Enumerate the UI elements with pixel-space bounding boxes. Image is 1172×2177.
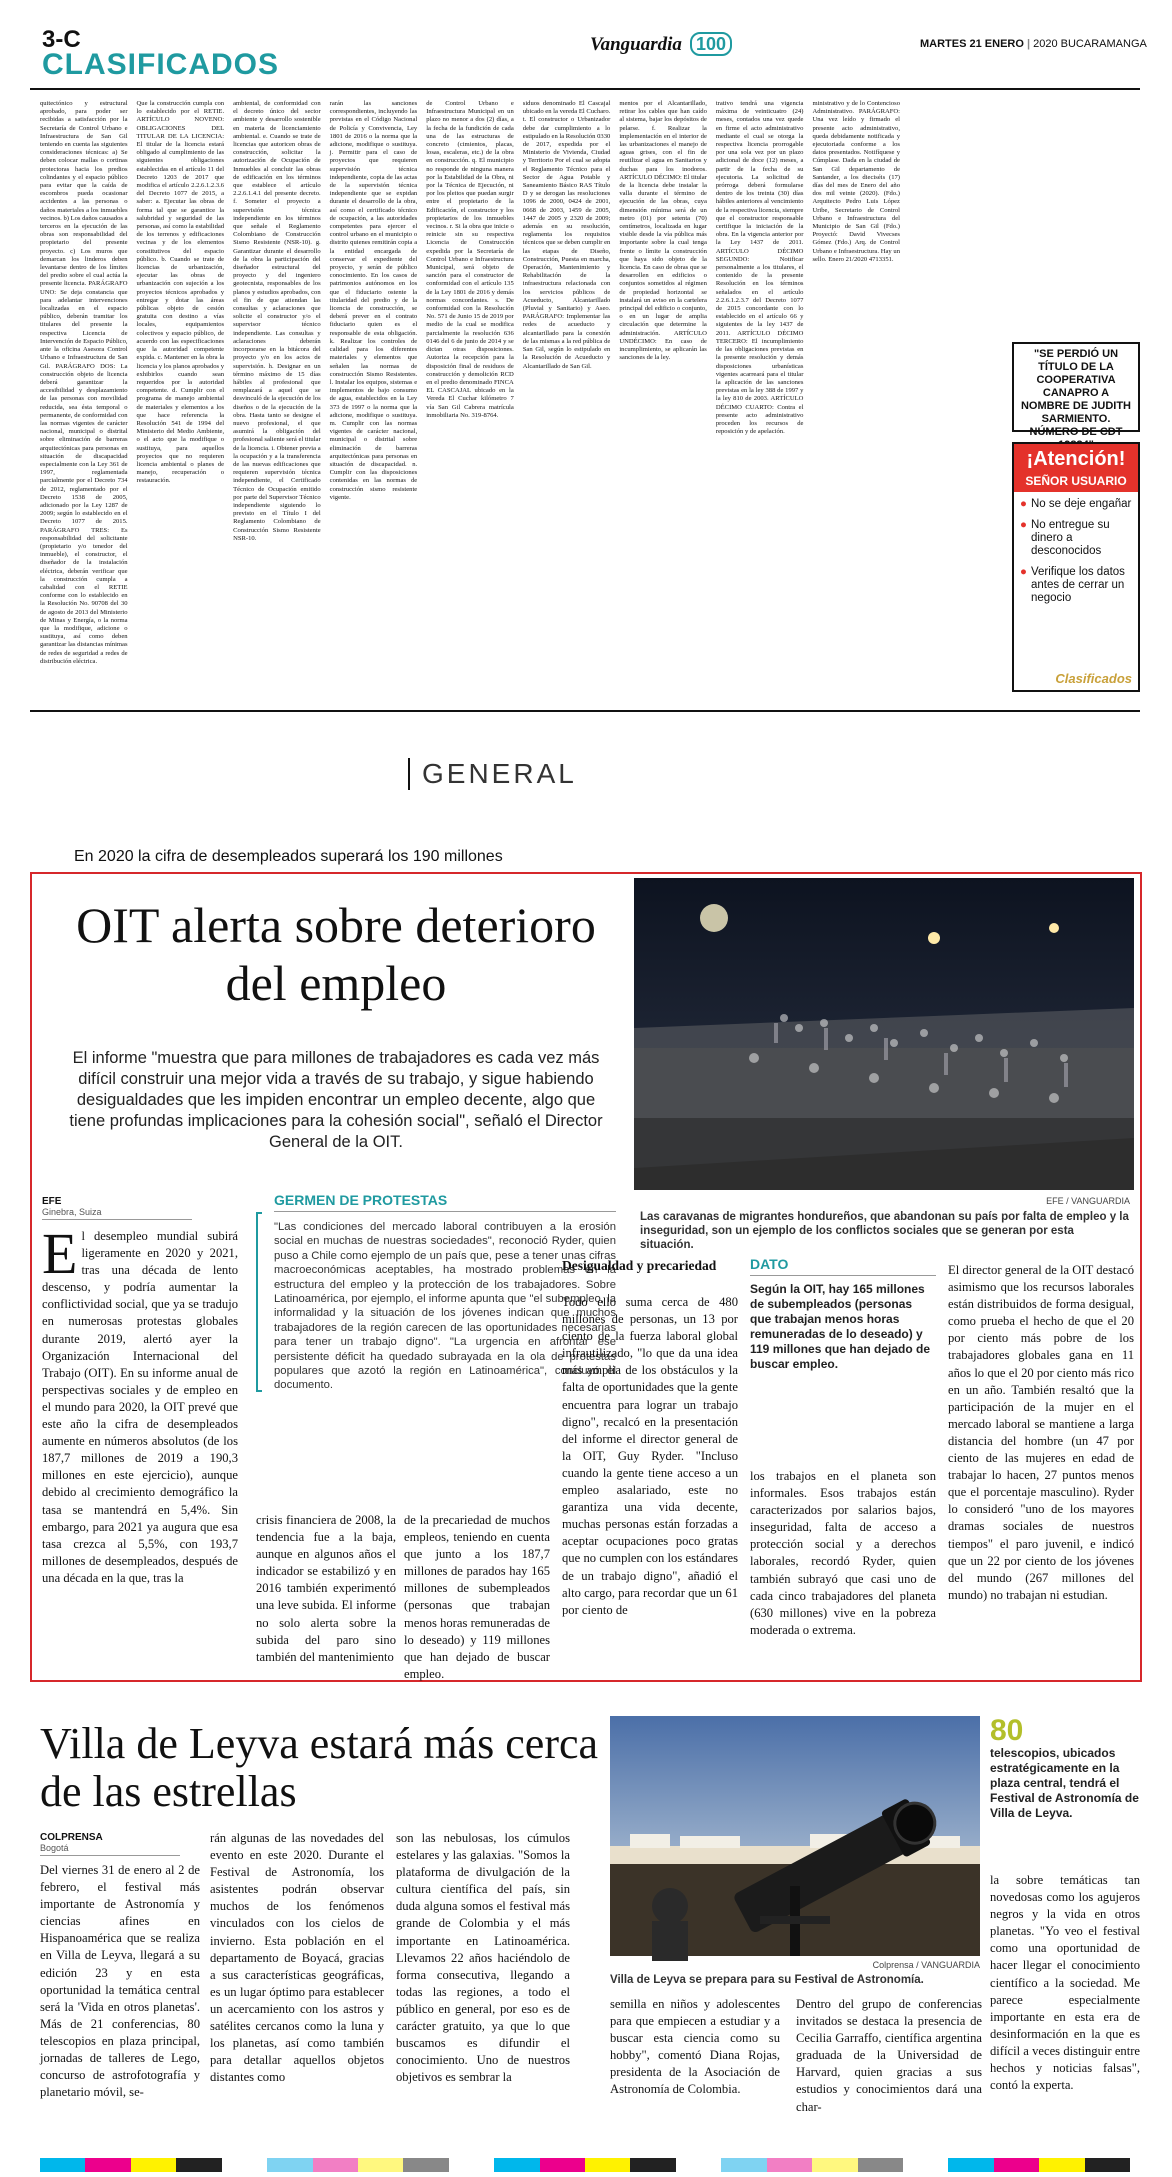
tip-bullet-icon: ● (1020, 566, 1027, 578)
second-body-col3: son las nebulosas, los cúmulos estelares y las galaxias. "Somos la plataforma de divulgación de la cultura científica del país, sin duda alguna somos el festival más grande de Colombia y el más importante en Latinoamérica. Llevamos 22 años haciéndolo de forma consecutiva, llegando a todas las regiones, a todo el público en general, por eso es de carácter gratuito, ya que lo que buscamos es difundir el conocimiento. Uno de nuestros objetivos es sembrar la (396, 1831, 570, 2085)
sidebar-title: GERMEN DE PROTESTAS (274, 1192, 616, 1212)
tip-bullet-icon: ● (1020, 498, 1027, 510)
drop-cap: E (42, 1221, 78, 1286)
byline-place: Ginebra, Suiza (42, 1207, 102, 1217)
byline-agency: COLPRENSA (40, 1832, 103, 1843)
date-text: MARTES 21 ENERO (920, 38, 1024, 50)
stat-box (990, 1716, 1140, 1866)
dato-box (750, 1256, 936, 1404)
main-body-col5: los trabajos en el planeta son informales. Esos trabajos están caracterizados por salarios bajos, inseguridad, falta de acceso a protección social y a derechos laborales, recordó Ryder, quien también subrayó que casi uno de cada cinco trabajadores del planeta (630 millones) vive en la pobreza moderada o extrema. (750, 1469, 936, 1637)
tip-bullet-icon: ● (1020, 519, 1027, 531)
tip-item (1014, 492, 1138, 513)
clasificados-brand: Clasificados (1055, 671, 1132, 686)
main-body-col6: El director general de la OIT destacó asimismo que los recursos laborales están distribuidos de forma desigual, como prueba el hecho de que el 20 por ciento más pobre de los trabajadores globales gana en 11 años lo que el 20 por ciento más rico en un año. También resaltó que la participación de la mujer en el mercado laboral se mantiene a larga distancia del hombre (un 47 por ciento de las mujeres en edad de trabajar lo hacen, 27 puntos menos que el porcentaje masculino). Ryder lo consideró "uno de los mayores dramas sociales de nuestros tiempos" el paro juvenil, e indicó que un 22 por ciento de los jóvenes del mundo (267 millones del mundo) no trabajan ni estudian. (948, 1263, 1134, 1602)
second-body-col4: semilla en niños y adolescentes para que empiecen a estudiar y a buscar esta ciencia como su hobby", comentó Diana Rojas, presidenta de la Asociación de Astronomía de Colombia. (610, 1997, 780, 2097)
page-header (30, 26, 1147, 92)
classified-col: quitectónico y estructural aprobado, para poder ser recibidas a satisfacción por la Secretaría de Control Urbano e Infraestructura de San Gil teniendo en cuenta las siguientes consideraciones técnicas: a) Se deben colocar mallas o cortinas protectoras hacia los predios colindantes y el espacio público para evitar que la caída de escombros pueda ocasionar accidentes a las personas o daños materiales a los inmuebles vecinos. b) Los daños causados a terceros en la ejecución de las obras son responsabilidad del propietario del presente proyecto. c) Los muros que demarcan los linderos deben levantarse dentro de los límites del predio sobre el cual actúa la presente licencia. PARÁGRAFO UNO: Se deja constancia que para adelantar intervenciones localizadas en el espacio público, deberán tramitar los titulares del presente la respectiva Licencia de Intervención de Espacio Público, ante la oficina Asesora Control Urbano e Infraestructura de San Gil. PARÁGRAFO DOS: La construcción objeto de licencia deberá garantizar la accesibilidad y desplazamiento de las personas con movilidad reducida, sea ésta temporal o permanente, de conformidad con las normas vigentes de carácter nacional, municipal o distrital sobre eliminación de barreras arquitectónicas para personas en situación de discapacidad especialmente con la Ley 361 de 1997, reglamentada parcialmente por el Decreto 734 de 2012, reglamentado por el Decreto 1538 de 2005, adicionado por la Ley 1287 de 2009; según lo establecido en el Decreto 1077 de 2015. PARÁGRAFO TRES: Es responsabilidad del solicitante (propietario y/o tenedor del inmueble), el constructor, el diseñador de la instalación eléctrica, deberán verificar que la construcción cumpla a cabalidad con el RETIE conforme con lo establecido en la Resolución No. 90708 del 30 de agosto de 2013 del Ministerio de Minas y Energía, o la norma que la modifique, adicione o sustituya, así como deben garantizar las distancias mínimas de redes de seguridad a redes de distribución eléctrica. (40, 100, 128, 665)
main-body-col1 (42, 1221, 238, 1668)
second-body-col5: Dentro del grupo de conferencias invitados se destaca la presencia de Cecilia Garraffo, científica argentina graduada de la Universidad de Harvard, quien gracias a sus estudios y conocimientos dará una char- (796, 1997, 982, 2114)
sidebar-quote: "Las condiciones del mercado laboral contribuyen a la erosión social en muchas de nuestras sociedades", reconoció Ryder, quien puso a Chile como ejemplo de un país que, pese a tener unas cifras macroeconómicas aceptables, ha mostrado problemas en la estructura del empleo y la protección de los trabajadores. Sobre Latinoamérica, por ejemplo, el informe apunta que "el subempleo, la informalidad y la situación de los jóvenes indican que muchos trabajadores de la región carecen de las oportunidades necesarias para tener un trabajo digno". "La urgencia en afrontar ese persistente déficit ha quedado subrayada en la ola de protestas populares que azotó la región en Latinoamérica", concluyó el documento. (274, 1221, 616, 1392)
header-rule (30, 88, 1140, 90)
main-byline (42, 1196, 192, 1220)
second-headline: Villa de Leyva estará más cerca de las estrellas (40, 1719, 599, 1816)
telescope-photo-illustration (610, 1716, 980, 1956)
tip-item (1014, 513, 1138, 560)
stat-text: telescopios, ubicados estratégicamente en la plaza central, tendrá el Festival de Astronomía de Villa de Leyva. (990, 1746, 1139, 1820)
crowd-photo-illustration (634, 878, 1134, 1190)
telescope-photo (610, 1716, 980, 1956)
header-date: MARTES 21 ENERO | 2020 BUCARAMANGA (920, 38, 1147, 50)
classified-col: siduos denominado El Cascajal ubicado en la vereda El Cucharo. t. El constructor o Urbanizador debe dar cumplimiento a lo estipulado en la Resolución 0330 de 2017, expedida por el Ministerio de Vivienda, Ciudad y Territorio Por el cual se adopta el Reglamento Técnico para el Sector de Agua Potable y Saneamiento Básico RAS Título D y se derogan las resoluciones 1096 de 2000, 0424 de 2001, 0668 de 2003, 1459 de 2005, 1447 de 2005 y 2320 de 2009; además en su resolución, reglamenta los requisitos técnicos que se deben cumplir en las etapas de Diseño, Construcción, Puesta en marcha, Operación, Mantenimiento y Rehabilitación de la infraestructura relacionada con los servicios públicos de Acueducto, Alcantarillado (Pluvial y Sanitario) y Aseo. PARÁGRAFO: Implementar las redes de acueducto y alcantarillado para la conexión de las mismas a la red pública de San Gil, según lo estipulado en la Resolución de Acueducto y Alcantarillado de San Gil. (522, 100, 611, 370)
newspaper-logo: Vanguardia (590, 34, 682, 55)
dato-title: DATO (750, 1256, 936, 1276)
registration-bar (40, 2158, 1130, 2172)
lost-title-ad (1012, 342, 1140, 438)
dato-text: Según la OIT, hay 165 millones de subempleados (personas que trabajan menos horas remuneradas de lo deseado) y 119 millones que han dejado de buscar empleo. (750, 1282, 931, 1371)
main-kicker: En 2020 la cifra de desempleados superará los 190 millones (74, 848, 503, 865)
section-rule (30, 710, 1140, 712)
stat-number: 80 (990, 1714, 1024, 1747)
section-code: 3-C (42, 26, 81, 53)
edition-text: 2020 BUCARAMANGA (1033, 38, 1147, 50)
section-name: CLASIFICADOS (42, 48, 279, 81)
telescope-photo-caption: Villa de Leyva se prepara para su Festival de Astronomía. (610, 1974, 924, 1986)
classified-col: de Control Urbano e Infraestructura Municipal en un plazo no menor a dos (2) días, a la fecha de la fundición de cada una de las estructuras de concreto (cimientos, placas, losas, escaleras, etc.) de la obra en construcción. q. El municipio no responde de ninguna manera por la Estabilidad de la Obra, ni por la Técnica de Ejecución, ni por los pleitos que puedan surgir entre el propietario de la Edificación, el constructor y los propietarios de los inmuebles vecinos. r. Si la obra que inicie o reinicie sin su respectiva Licencia de Construcción expedida por la Secretaría de Control Urbano e Infraestructura Municipal, será objeto de sanción para el constructor de conformidad con el artículo 135 de la Ley 1801 de 2016 y demás normas concordantes. s. De conformidad con la Resolución No. 571 de Junio 15 de 2019 por medio de la cual se modifica parcialmente la resolución 636 0146 del 6 de junio de 2014 y se dictan otras disposiciones. Autoriza la recepción para la disposición final de residuos de construcción y demolición RCD en el predio denominado FINCA EL CASCAJAL ubicado en la Vereda El Cuchar kilómetro 7 vía San Gil Cabrera matrícula inmobiliaria No. 319-8764. (426, 100, 514, 419)
lost-title-text: "SE PERDIÓ UN TÍTULO DE LA COOPERATIVA CANAPRO A NOMBRE DE JUDITH SARMIENTO. NÚMERO DE CDT (1020, 348, 1131, 438)
main-body-col4: Todo ello suma cerca de 480 millones de personas, un 13 por ciento de la fuerza laboral global infrautilizado, "lo que da una idea más amplia de los obstáculos y la falta de oportunidades que la gente encuentra para lograr un trabajo digno", recalcó en la presentación del informe el director general de la OIT, Guy Ryder. "Incluso cuando la gente tiene acceso a un empleo asalariado, este no garantiza una vida decente, muchas personas están forzadas a aceptar ocupaciones poco gratas que no cumplen con los estándares de un trabajo digno", añadió el alto cargo, para recordar que un 61 por ciento de (562, 1295, 738, 1617)
migrants-photo-caption: Las caravanas de migrantes hondureños, que abandonan su país por falta de empleo y la inseguridad, son un ejemplo de los conflictos sociales que se generan por esta situación. (640, 1211, 1129, 1251)
tip-text: No entregue su dinero a desconocidos (1030, 519, 1110, 557)
classifieds-grid (40, 100, 900, 700)
attention-ad (1012, 442, 1140, 692)
tip-item (1014, 560, 1138, 607)
migrants-photo-credit: EFE / VANGUARDIA (1046, 1196, 1130, 1206)
second-byline (40, 1832, 180, 1856)
classified-col: Que la construcción cumpla con lo establecido por el RETIE. ARTÍCULO NOVENO: OBLIGACIONES DEL TITULAR DE LA LICENCIA: El titular de la licencia estará obligado al cumplimiento de las siguientes obligaciones establecidas en el artículo 11 del Decreto 1203 de 2017 que modifica el artículo 2.2.6.1.2.3.6 del Decreto 1077 de 2015, a saber: a. Ejecutar las obras de forma tal que se garantice la salubridad y seguridad de las personas, así como la estabilidad de los terrenos y edificaciones vecinas y de los elementos constitutivos del espacio público. b. Cuando se trate de licencias de urbanización, ejecutar las obras de urbanización con sujeción a los proyectos técnicos aprobados y entregar y dotar las áreas públicas objeto de cesión gratuita con destino a vías locales, equipamientos colectivos y espacio público, de acuerdo con las especificaciones que la autoridad competente expida. c. Mantener en la obra la licencia y los planos aprobados y exhibirlos cuando sean requeridos por la autoridad competente. d. Cumplir con el programa de manejo ambiental de materiales y elementos a los que hace referencia la Resolución 541 de 1994 del Ministerio del Medio Ambiente, o el acto que la modifique o sustituya, para aquellos proyectos que no requieren licencia ambiental o planes de manejo, recuperación o restauración. (136, 100, 225, 485)
second-body-col2: rán algunas de las novedades del evento en este 2020. Durante el Festival de Astronomía, los asistentes podrán observar muchos de los fenómenos vinculados con los cielos de invierno. Esta población en el departamento de Boyacá, gracias a sus características geográficas, es un lugar óptimo para establecer un acercamiento con los astros y satélites cercanos como la luna y los planetas, así como también para detallar aquellos objetos distantes como (210, 1831, 384, 2085)
second-body-col1: Del viernes 31 de enero al 2 de febrero, el festival más importante de Astronomía y ciencias afines en Hispanoamérica que se realiza en Villa de Leyva, llegará a su edición 23 y en esta oportunidad la temática central será la 'Vida en otros planetas'. Más de 21 conferencias, 80 telescopios en plaza principal, jornadas de talleres de Lego, concurso de astrofotografía y planetario móvil, se- (40, 1863, 200, 2100)
sidebar-accent (256, 1212, 262, 1392)
classified-col: ministrativo y de lo Contencioso Administrativo. PARÁGRAFO: Una vez leído y firmado el presente acto administrativo, queda debidamente notificada y ejecutoriada conforme a los datos presentados. Notifíquese y Cúmplase. Dada en la ciudad de San Gil departamento de Santander, a los dieciséis (17) días del mes de Enero del año dos mil veinte (2020). (Fdo.) Arquitecto Pedro Luis López Uribe, Secretario de Control Urbano e Infraestructura del Municipio de San Gil (Fdo.) Proyectó: David Vivecses Gómez (Fdo.) Arq. de Control Urbano e Infraestructura. Hay un sello. Enero 21/2020 4713351. (812, 100, 900, 263)
byline-agency: EFE (42, 1196, 62, 1207)
main-deck: El informe "muestra que para millones de trabajadores es cada vez más difícil construir una mejor vida a través de su trabajo, y sigue habiendo desigualdades que les impiden encontrar un empleo decente, algo que tiene profundas implicaciones para la cohesión social", señaló el Director General de la OIT. (69, 1049, 603, 1151)
classified-col: trativo tendrá una vigencia máxima de veinticuatro (24) meses, contados una vez quede en firme el acto administrativo mediante el cual se otorga la respectiva licencia prorrogable por una sola vez por un plazo adicional de doce (12) meses, a partir de la fecha de su ejecutoria. La solicitud de prórroga deberá formularse dentro de los treinta (30) días hábiles anteriores al vencimiento de la respectiva licencia, siempre que el constructor responsable certifique la iniciación de la obra. En la vigencia anterior por la Ley 1437 de 2011. ARTÍCULO DÉCIMO SEGUNDO: Notificar personalmente a los titulares, el contenido de la presente Resolución en los términos señalados en el artículo 2.2.6.1.2.3.7 del Decreto 1077 de 2015 concordante con lo establecido en el artículo 66 y siguientes de la ley 1437 de 2011. ARTÍCULO DÉCIMO TERCERO: El incumplimiento de las obligaciones previstas en la presente resolución y demás disposiciones urbanísticas vigentes acarreará para el titular la aplicación de las sanciones previstas en la ley 388 de 1997 y la ley 810 de 2003. ARTÍCULO DÉCIMO CUARTO: Contra el presente acto administrativo proceden los recursos de reposición y de apelación. (715, 100, 804, 436)
classified-col: mentos por el Alcantarillado, retirar los cables que han caído al sistema, bajar los depósitos de pelarse. f. Realizar la implementación en el interior de las urbanizaciones el manejo de aguas grises, con el fin de reutilizar el agua en Sanitarios y duchas para los inodoros. ARTÍCULO DÉCIMO: El titular de la licencia debe instalar la valla durante el término de ejecución de las obras, cuya dimensión mínima será de un metro (01) por setenta (70) centímetros, localizada en lugar visible desde la vía pública más importante sobre la cual tenga frente o límite la construcción que haya sido objeto de la licencia. En caso de obras que se desarrollen en edificios o conjuntos sometidos al régimen de propiedad horizontal se instalará un aviso en la cartelera principal del edificio o conjunto, o en un lugar de amplia circulación que determine la administración. ARTÍCULO UNDÉCIMO: En caso de incumplimiento, se aplicarán las sanciones de la ley. (619, 100, 707, 362)
section-title: GENERAL (408, 758, 577, 790)
main-subhead: Desigualdad y precariedad (562, 1258, 717, 1273)
anniversary-logo: 100 (690, 32, 732, 56)
byline-place: Bogotá (40, 1843, 69, 1853)
main-headline: OIT alerta sobre deterioro del empleo (76, 897, 596, 1011)
migrants-photo (634, 878, 1134, 1190)
main-body-col2: crisis financiera de 2008, la tendencia fue a la baja, aunque en algunos años el indicador se estabilizó y en 2016 también experimentó una leve subida. El informe no solo alerta sobre la subida del paro sino también del mantenimiento (256, 1513, 396, 1664)
attention-subtitle: SEÑOR USUARIO (1014, 474, 1138, 492)
tip-text: No se deje engañar (1030, 498, 1132, 510)
main-body-col3: de la precariedad de muchos empleos, teniendo en cuenta que junto a los 187,7 millones de parados hay 165 millones de subempleados (personas que trabajan menos horas remuneradas de lo deseado) y 119 millones que han dejado de buscar empleo. (404, 1513, 550, 1681)
classified-col: rarán las sanciones correspondientes, incluyendo las previstas en el Código Nacional de Policía y Convivencia, Ley 1801 de 2016 o la norma que la adicione, modifique o sustituya. j. Permitir para el caso de proyectos que requieren supervisión técnica independiente, copia de las actas de la supervisión técnica independiente que se expidan durante el desarrollo de la obra, así como el certificado técnico de ocupación, a las autoridades competentes para ejercer el control urbano en el municipio o distrito quienes remitirán copia a la entidad encargada de conservar el expediente del proyecto, y serán de público conocimiento. En los casos de patrimonios autónomos en los que el fiduciario ostente la titularidad del predio y de la licencia de construcción, se deberá prever en el contrato fiduciario quien es el responsable de esta obligación. k. Realizar los controles de calidad para los diferentes materiales y elementos que señalen las normas de construcción Sismo Resistentes. l. Instalar los equipos, sistemas e implementos de bajo consumo de agua, establecidos en la Ley 373 de 1997 o la norma que la adicione, modifique o sustituya. m. Cumplir con las normas vigentes de carácter nacional, municipal o distrital sobre eliminación de barreras arquitectónicas para personas en situación de discapacidad. n. Cumplir con las disposiciones contenidas en las normas de construcción sismo resistente vigente. (329, 100, 418, 501)
tip-text: Verifique los datos antes de cerrar un negocio (1030, 566, 1125, 604)
second-body-col6: la sobre temáticas tan novedosas como los agujeros negros y la vida en otros planetas. "Yo veo el festival como una oportunidad de hacer llegar el conocimiento científico a la sociedad. Me parece especialmente importante en esta era de desinformación en la que es difícil a veces distinguir entre hechos y noticias falsas", contó la experta. (990, 1873, 1140, 2093)
attention-title: ¡Atención! (1014, 444, 1138, 474)
body-text: l desempleo mundial subirá ligeramente en 2020 y 2021, tras una década de lento descenso, y podría aumentar la conflictividad social, que ya se tradujo en numerosas protestas globales durante 2019, alertó ayer la Organización Internacional del Trabajo (OIT). En su informe anual de perspectivas sociales y de empleo en el mundo para 2020, la OIT prevé que este año la cifra de desempleados aumente en números absolutos (de los 187,7 millones de 2019 a 190,3 millones en este ejercicio), aunque debido al crecimiento demográfico la tasa se mantendrá en 5,4%. Sin embargo, para 2021 ya augura que esa tasa crezca al 5,5%, con 193,7 millones de desempleados, después de una década en la que, tras la (42, 1229, 238, 1585)
telescope-photo-credit: Colprensa / VANGUARDIA (872, 1960, 980, 1970)
classified-col: ambiental, de conformidad con el decreto único del sector ambiente y desarrollo sostenible en materia de licenciamiento ambiental. e. Cuando se trate de licencias que autoricen obras de construcción, solicitar la autorización de Ocupación de Inmuebles al concluir las obras de edificación en los términos que establece el artículo 2.2.6.1.4.1 del presente decreto. f. Someter el proyecto a supervisión técnica independiente en los términos que señale el Reglamento Colombiano de Construcción Sismo Resistente (NSR-10). g. Garantizar durante el desarrollo de la obra la participación del diseñador estructural del proyecto y del ingeniero geotecnista, responsables de los planos y estudios aprobados, con el fin de que atiendan las consultas y aclaraciones que solicite el constructor y/o el supervisor técnico independiente. Las consultas y aclaraciones deberán incorporarse en la bitácora del proyecto y/o en los actos de supervisión. h. Designar en un término máximo de 15 días hábiles al profesional que remplazará a aquel que se desvinculó de la ejecución de los diseños o de la ejecución de la obra. Hasta tanto se designe el nuevo profesional, el que asumirá la obligación del profesional saliente será el titular de la licencia. i. Obtener previa a la ocupación y a la transferencia de las nuevas edificaciones que requieren supervisión técnica independiente, el Certificado Técnico de Ocupación emitido por parte del Supervisor Técnico independiente siguiendo lo previsto en el Título I del Reglamento Colombiano de Construcción Sismo Resistente NSR-10. (233, 100, 321, 542)
